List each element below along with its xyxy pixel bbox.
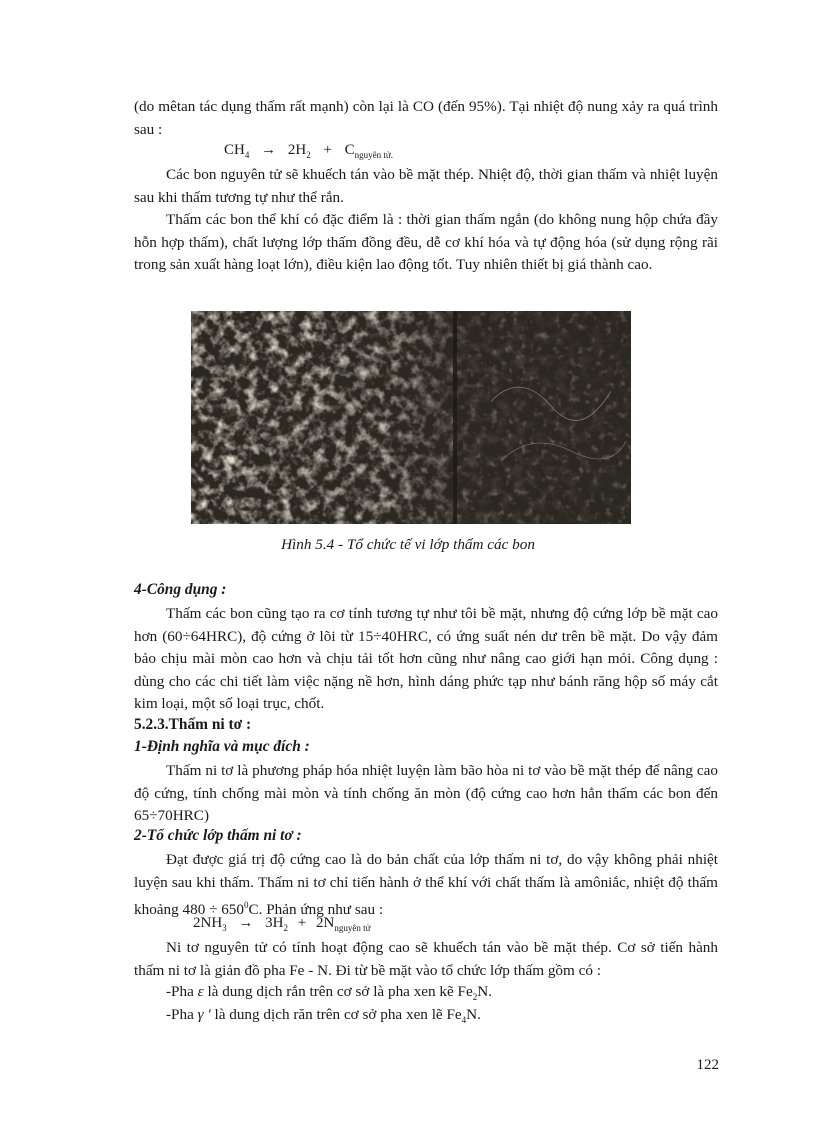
item2-suffix: N. — [466, 1006, 481, 1023]
item1-sub: 2 — [472, 992, 478, 1003]
item2-sub: 4 — [461, 1015, 467, 1026]
paragraph-definition: Thấm ni tơ là phương pháp hóa nhiệt luyện làm bão hòa ni tơ vào bề mặt thép để nâng cao độ cứng, tính chống mài mòn và tính chống ăn mòn (độ cứng cao hơn hẳn thấm các bon đến 65÷70HRC) — [134, 762, 718, 825]
heading-definition: 1-Định nghĩa và mục đích : — [134, 738, 310, 755]
p6-main: Đạt được giá trị độ cứng cao là do bản chất của lớp thấm ni tơ, do vậy không phải nhiệt luyện sau khi thấm. Thấm ni tơ chỉ tiến hành ở thể khí với chất thấm là amôniắc, nhiệt độ thấm khoảng 480 ÷ 650 — [134, 851, 718, 919]
item2-text: là dung dịch răn trên cơ sở pha xen lẽ Fe — [210, 1006, 462, 1023]
paragraph-diffusion: Các bon nguyên tử sẽ khuếch tán vào bề mặt thép. Nhiệt độ, thời gian thấm và nhiệt luyện sau khi thấm tương tự như thể rắn. — [134, 166, 718, 206]
microstructure-figure — [191, 311, 631, 524]
eq1-plus: + — [323, 142, 332, 158]
eq1-term2: C — [344, 142, 355, 158]
item1-prefix: -Pha — [166, 983, 198, 1000]
paragraph-applications: Thấm các bon cũng tạo ra cơ tính tương tự như tôi bề mặt, nhưng độ cứng lớp bề mặt cao hơn (60÷64HRC), độ cứng ở lõi từ 15÷40HRC, có ứng suất nén dư trên bề mặt. Do vậy đảm bảo chịu mài mòn cao hơn và chịu tải tốt hơn cũng như nâng cao giới hạn mỏi. Công dụng : dùng cho các chi tiết làm việc nặng nề hơn, hình dáng phức tạp như bánh răng hộp số máy cắt kim loại, một số loại trục, chốt. — [134, 605, 718, 713]
eq2-lhs-sub: 3 — [222, 923, 227, 933]
p6-degree: 0 — [244, 900, 249, 911]
item2-prefix: -Pha — [166, 1006, 198, 1023]
eq2-plus: + — [297, 915, 307, 931]
paragraph-gas-carburizing: Thấm các bon thể khí có đặc điểm là : thời gian thấm ngắn (do không nung hộp chứa đầy hỗn hợp thấm), chất lượng lớp thấm đồng đều, dễ cơ khí hóa và tự động hóa (sử dụng rộng rãi trong sản xuất hàng loạt lớn), điều kiện lao động tốt. Tuy nhiên thiết bị giá thành cao. — [134, 211, 718, 274]
microstructure-image — [191, 311, 631, 524]
eq1-term2-sub: nguyên tử. — [354, 150, 394, 160]
eq2-term2: 2N — [315, 915, 335, 931]
heading-applications: 4-Công dụng : — [134, 581, 227, 598]
eq1-lhs: CH — [224, 142, 245, 158]
page-number: 122 — [696, 1057, 719, 1073]
item1-symbol: ε — [197, 983, 204, 1000]
equation-ammonia — [193, 915, 370, 933]
list-item-epsilon — [166, 983, 492, 1002]
eq1-arrow: → — [261, 142, 277, 158]
eq2-lhs: 2NH — [193, 915, 223, 931]
list-item-gamma — [166, 1006, 481, 1025]
eq2-term1: 3H — [265, 915, 284, 931]
paragraph-phase-diagram: Ni tơ nguyên tử có tính hoạt động cao sẽ khuếch tán vào bề mặt thép. Cơ sở tiến hành thấm ni tơ là giản đồ pha Fe - N. Đi từ bề mặt vào tổ chức lớp thấm gồm có : — [134, 939, 718, 979]
paragraph-nitride-structure — [134, 849, 718, 922]
eq1-term1: 2H — [287, 142, 307, 158]
eq2-arrow: → — [238, 915, 254, 931]
heading-nitriding: 5.2.3.Thấm ni tơ : — [134, 716, 252, 733]
figure-caption: Hình 5.4 - Tổ chức tế vi lớp thấm các bon — [281, 536, 535, 553]
item2-symbol: γ ' — [197, 1006, 211, 1023]
equation-methane — [224, 142, 393, 160]
eq2-term1-sub: 2 — [283, 923, 289, 933]
item1-text: là dung dịch rắn trên cơ sở là pha xen kẽ Fe — [203, 983, 473, 1000]
item1-suffix: N. — [477, 983, 493, 1000]
heading-nitride-structure: 2-Tổ chức lớp thấm ni tơ : — [134, 827, 302, 844]
eq1-term1-sub: 2 — [306, 150, 311, 160]
eq2-term2-sub: nguyên tử — [334, 923, 371, 933]
p6-tail: C. Phản ứng như sau : — [248, 901, 384, 919]
paragraph-intro: (do mêtan tác dụng thấm rất mạnh) còn lại là CO (đến 95%). Tại nhiệt độ nung xảy ra quá trình sau : — [134, 98, 718, 138]
eq1-lhs-sub: 4 — [244, 150, 250, 160]
